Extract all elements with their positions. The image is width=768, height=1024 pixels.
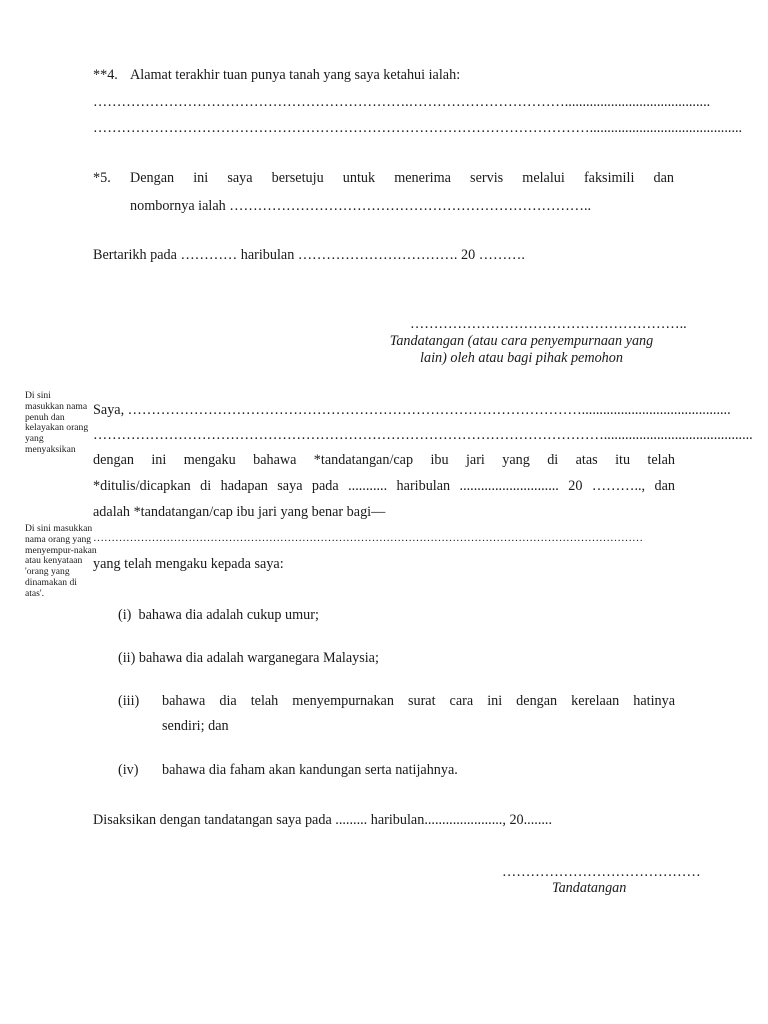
condition-iii-text-2: sendiri; dan	[162, 718, 229, 734]
condition-i-text: bahawa dia adalah cukup umur;	[138, 607, 319, 623]
witness-signature-caption: Tandatangan	[552, 880, 627, 896]
witnessed-line: Disaksikan dengan tandatangan saya pada ......... haribulan......................, 20........	[93, 812, 553, 828]
applicant-signature-caption-1: Tandatangan (atau cara penyempurnaan yang	[389, 333, 654, 349]
witness-name-line: Saya, ……………………………………………………………………………………..........................................	[93, 402, 731, 418]
condition-ii-text: bahawa dia adalah warganegara Malaysia;	[138, 650, 379, 666]
item4-text: Alamat terakhir tuan punya tanah yang saya ketahui ialah:	[130, 67, 461, 83]
item4-blank-line-2: ……………………………………………………………………………………………...........................................	[93, 120, 743, 136]
executant-name-line: ……………………………………………………………………………………………………………………………………	[93, 532, 643, 544]
condition-ii-label: (ii)	[118, 650, 136, 666]
condition-ii	[118, 650, 379, 667]
condition-i-label: (i)	[118, 607, 132, 623]
applicant-signature-caption-2: lain) oleh atau bagi pihak pemohon	[420, 350, 623, 366]
item4-blank-line-1: ………………………………………………………….…………………………….........................................	[93, 94, 711, 110]
condition-iv-label: (iv)	[118, 762, 139, 778]
witness-declaration-line-1: dengan ini mengaku bahawa *tandatangan/cap ibu jari yang di atas itu telah	[93, 452, 675, 468]
witness-qualification-line: ………………………………………………………………………………………………..........................................	[93, 427, 753, 443]
witness-declaration-line-2: *ditulis/dicapkan di hadapan saya pada ........... haribulan ............................ 20 ……….., dan	[93, 478, 675, 494]
condition-iii-text-1: bahawa dia telah menyempurnakan surat cara ini dengan kerelaan hatinya	[162, 693, 675, 709]
item5-text-line-1: Dengan ini saya bersetuju untuk menerima servis melalui faksimili dan	[130, 170, 674, 186]
witness-declaration-line-3: adalah *tandatangan/cap ibu jari yang benar bagi—	[93, 504, 386, 520]
side-note-executant: Di sini masukkan nama orang yang menyempur-nakan atau kenyataan 'orang yang dinamakan di atas'.	[25, 523, 97, 599]
date-line: Bertarikh pada ………… haribulan ……………………………. 20 ……….	[93, 247, 525, 263]
item4-number: **4.	[93, 67, 118, 83]
condition-i	[118, 607, 319, 624]
applicant-signature-line: …………………………………………………..	[410, 316, 687, 332]
condition-iv-text: bahawa dia faham akan kandungan serta natijahnya.	[162, 762, 458, 778]
item5-text-line-2: nombornya ialah …………………………………………………………………..	[130, 198, 592, 214]
witness-signature-line: ……………………………………	[502, 864, 701, 880]
condition-iii-label: (iii)	[118, 693, 140, 709]
witness-declaration-line-4: yang telah mengaku kepada saya:	[93, 556, 284, 572]
item5-number: *5.	[93, 170, 111, 186]
side-note-witness: Di sini masukkan nama penuh dan kelayakan orang yang menyaksikan	[25, 390, 89, 455]
